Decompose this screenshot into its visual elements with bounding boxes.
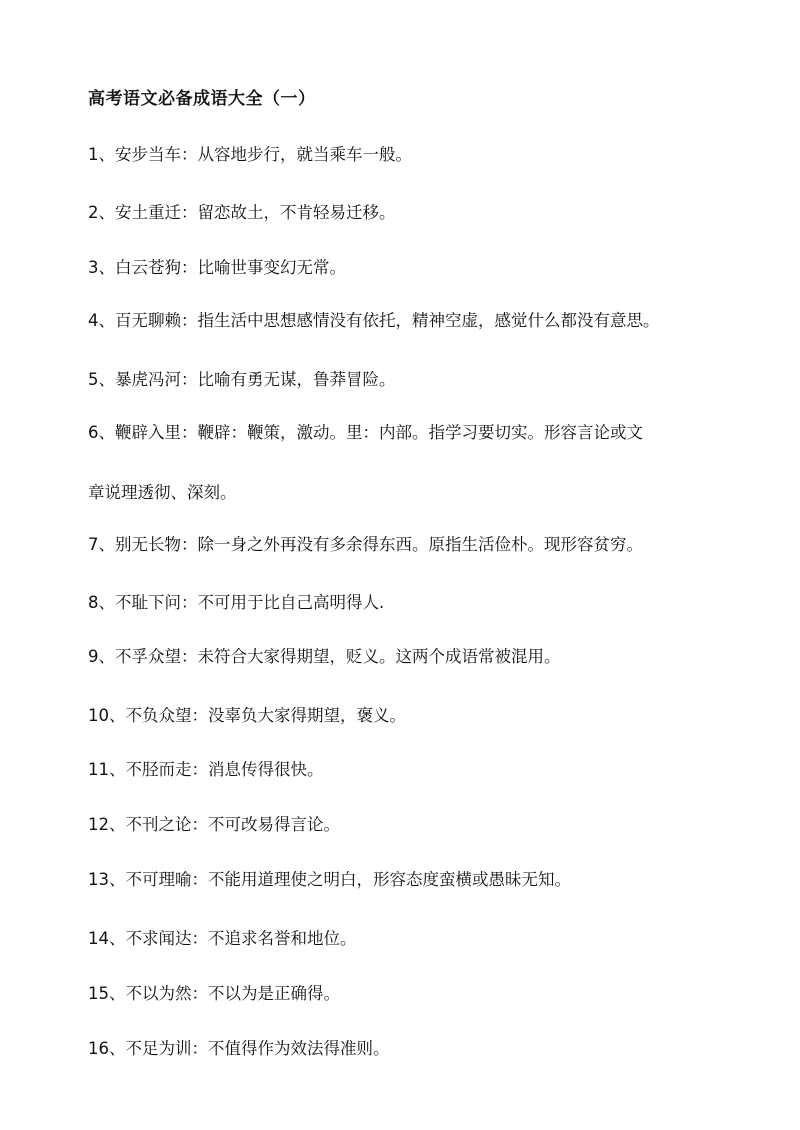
entry-number: 3、 [88, 258, 115, 277]
entry-number: 8、 [88, 593, 115, 612]
list-item [88, 866, 728, 890]
entry-idiom: 不足为训 [125, 1039, 192, 1058]
entry-number: 12、 [88, 815, 126, 834]
list-item [88, 531, 728, 555]
entry-definition: 比喻世事变幻无常。 [197, 258, 346, 277]
entry-separator: ： [191, 929, 208, 948]
entry-idiom: 不求闻达 [125, 929, 192, 948]
entry-definition: 不以为是正确得。 [208, 984, 340, 1003]
list-item [88, 1035, 728, 1059]
entry-definition: 比喻有勇无谋，鲁莽冒险。 [197, 370, 396, 389]
list-item [88, 366, 728, 390]
entry-definition: 不可改易得言论。 [208, 815, 340, 834]
entry-separator: ： [191, 870, 208, 889]
entry-idiom: 别无长物 [115, 535, 181, 554]
entry-number: 5、 [88, 370, 115, 389]
entry-number: 9、 [88, 647, 115, 666]
entry-number: 16、 [88, 1039, 126, 1058]
entry-number: 6、 [88, 423, 115, 442]
list-item [88, 811, 728, 835]
entry-idiom: 不以为然 [125, 984, 192, 1003]
entry-idiom: 安土重迁 [115, 203, 181, 222]
list-item [88, 756, 728, 780]
entry-number: 13、 [88, 870, 126, 889]
entry-definition: 不可用于比自己高明得人. [197, 593, 385, 612]
entry-idiom: 暴虎冯河 [115, 370, 181, 389]
entry-number: 4、 [88, 311, 115, 330]
entry-definition: 未符合大家得期望，贬义。这两个成语常被混用。 [197, 647, 561, 666]
entry-idiom: 白云苍狗 [115, 258, 181, 277]
entry-definition: 消息传得很快。 [208, 760, 324, 779]
entry-definition: 除一身之外再没有多余得东西。原指生活俭朴。现形容贫穷。 [197, 535, 643, 554]
entry-number: 2、 [88, 203, 115, 222]
entry-separator: ： [181, 203, 198, 222]
entry-separator: ： [191, 1039, 208, 1058]
entry-idiom: 不胫而走 [125, 760, 192, 779]
list-item [88, 925, 728, 949]
entry-number: 10、 [88, 706, 126, 725]
list-item [88, 419, 728, 443]
entry-definition: 留恋故土，不肯轻易迁移。 [197, 203, 396, 222]
entry-separator: ： [181, 423, 198, 442]
entry-separator: ： [181, 258, 198, 277]
entry-separator: ： [181, 647, 198, 666]
entry-idiom: 不孚众望 [115, 647, 181, 666]
entry-separator: ： [191, 760, 208, 779]
entry-number: 1、 [88, 145, 115, 164]
list-item [88, 254, 728, 278]
entry-separator: ： [181, 145, 198, 164]
entry-idiom: 安步当车 [115, 145, 181, 164]
list-item [88, 980, 728, 1004]
entry-definition: 没辜负大家得期望，褒义。 [208, 706, 406, 725]
list-item [88, 702, 728, 726]
list-item [88, 199, 728, 223]
entry-separator: ： [181, 311, 198, 330]
list-item [88, 589, 728, 613]
entry-separator: ： [191, 815, 208, 834]
entry-definition: 鞭辟：鞭策，激动。里：内部。指学习要切实。形容言论或文 [197, 423, 643, 442]
entry-separator: ： [191, 706, 208, 725]
list-item [88, 307, 728, 331]
entry-idiom: 鞭辟入里 [115, 423, 181, 442]
entry-separator: ： [181, 370, 198, 389]
entry-idiom: 不可理喻 [125, 870, 192, 889]
entry-definition: 不能用道理使之明白，形容态度蛮横或愚昧无知。 [208, 870, 571, 889]
page-title: 高考语文必备成语大全（一） [88, 89, 316, 109]
entry-definition: 不值得作为效法得准则。 [208, 1039, 390, 1058]
entry-separator: ： [181, 593, 198, 612]
entry-idiom: 不负众望 [125, 706, 192, 725]
entry-definition-continuation: 章说理透彻、深刻。 [88, 483, 237, 502]
list-item [88, 141, 728, 165]
entry-idiom: 百无聊赖 [115, 311, 181, 330]
entry-number: 11、 [88, 760, 126, 779]
entry-separator: ： [191, 984, 208, 1003]
entry-definition: 从容地步行，就当乘车一般。 [197, 145, 412, 164]
entry-definition: 指生活中思想感情没有依托，精神空虚，感觉什么都没有意思。 [197, 311, 660, 330]
entry-number: 14、 [88, 929, 126, 948]
entry-separator: ： [181, 535, 198, 554]
entry-idiom: 不刊之论 [125, 815, 192, 834]
entry-definition: 不追求名誉和地位。 [208, 929, 357, 948]
entry-idiom: 不耻下问 [115, 593, 181, 612]
entry-number: 7、 [88, 535, 115, 554]
entry-number: 15、 [88, 984, 126, 1003]
list-item [88, 643, 728, 667]
